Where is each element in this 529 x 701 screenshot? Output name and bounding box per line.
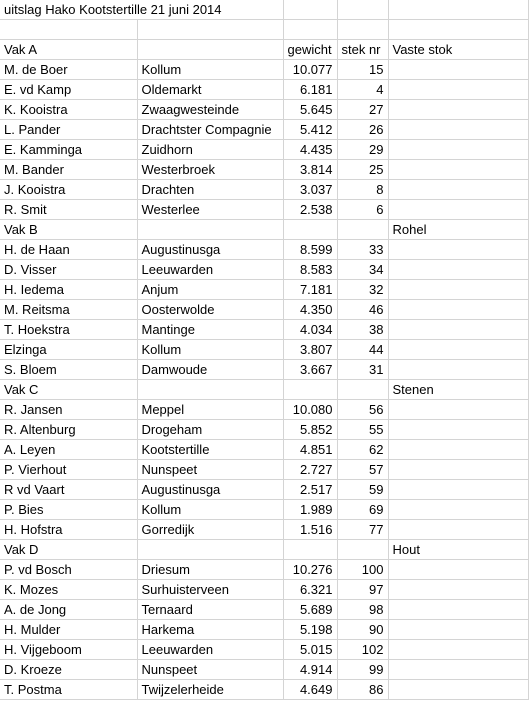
table-row	[0, 100, 528, 120]
weight-value[interactable]: 2.727	[283, 460, 337, 480]
angler-name[interactable]: K. Mozes	[0, 580, 137, 600]
cell-empty[interactable]	[388, 560, 528, 580]
cell-empty[interactable]	[137, 40, 283, 60]
weight-value[interactable]: 3.807	[283, 340, 337, 360]
cell-empty[interactable]	[388, 140, 528, 160]
fixed-stake-value[interactable]: Stenen	[388, 380, 528, 400]
table-row	[0, 240, 528, 260]
stake-number[interactable]: 57	[337, 460, 388, 480]
table-row	[0, 160, 528, 180]
table-row	[0, 280, 528, 300]
weight-value[interactable]: 2.517	[283, 480, 337, 500]
stake-number[interactable]: 86	[337, 680, 388, 700]
table-row	[0, 340, 528, 360]
weight-value[interactable]: 1.989	[283, 500, 337, 520]
angler-name[interactable]: M. Reitsma	[0, 300, 137, 320]
sheet-title[interactable]: uitslag Hako Kootstertille 21 juni 2014	[0, 0, 283, 20]
cell-empty[interactable]	[337, 220, 388, 240]
stake-number[interactable]: 44	[337, 340, 388, 360]
blank-row	[0, 20, 528, 40]
stake-number[interactable]: 77	[337, 520, 388, 540]
weight-header[interactable]: gewicht	[283, 40, 337, 60]
cell-empty[interactable]	[388, 600, 528, 620]
weight-value[interactable]: 5.015	[283, 640, 337, 660]
cell-empty[interactable]	[388, 280, 528, 300]
angler-name[interactable]: H. Hofstra	[0, 520, 137, 540]
cell-empty[interactable]	[388, 20, 528, 40]
angler-name[interactable]: A. de Jong	[0, 600, 137, 620]
angler-place[interactable]: Kollum	[137, 500, 283, 520]
stake-number[interactable]: 26	[337, 120, 388, 140]
angler-name[interactable]: R. Smit	[0, 200, 137, 220]
cell-empty[interactable]	[337, 0, 388, 20]
cell-empty[interactable]	[388, 180, 528, 200]
table-row	[0, 200, 528, 220]
weight-value[interactable]: 4.350	[283, 300, 337, 320]
angler-place[interactable]: Zwaagwesteinde	[137, 100, 283, 120]
stake-number[interactable]: 97	[337, 580, 388, 600]
angler-place[interactable]: Drogeham	[137, 420, 283, 440]
cell-empty[interactable]	[388, 60, 528, 80]
stake-number[interactable]: 102	[337, 640, 388, 660]
weight-value[interactable]: 4.914	[283, 660, 337, 680]
angler-name[interactable]: S. Bloem	[0, 360, 137, 380]
angler-name[interactable]: H. de Haan	[0, 240, 137, 260]
stake-number[interactable]: 69	[337, 500, 388, 520]
table-row	[0, 560, 528, 580]
section-label[interactable]: Vak A	[0, 40, 137, 60]
angler-name[interactable]: T. Hoekstra	[0, 320, 137, 340]
weight-value[interactable]: 5.852	[283, 420, 337, 440]
stake-number[interactable]: 8	[337, 180, 388, 200]
cell-empty[interactable]	[388, 0, 528, 20]
angler-place[interactable]: Gorredijk	[137, 520, 283, 540]
angler-place[interactable]: Westerlee	[137, 200, 283, 220]
weight-value[interactable]: 2.538	[283, 200, 337, 220]
angler-place[interactable]: Anjum	[137, 280, 283, 300]
stake-number[interactable]: 98	[337, 600, 388, 620]
angler-place[interactable]: Kollum	[137, 60, 283, 80]
angler-place[interactable]: Drachten	[137, 180, 283, 200]
cell-empty[interactable]	[388, 260, 528, 280]
stake-number[interactable]: 59	[337, 480, 388, 500]
cell-empty[interactable]	[283, 540, 337, 560]
fixed-stake-value[interactable]: Hout	[388, 540, 528, 560]
angler-name[interactable]: P. vd Bosch	[0, 560, 137, 580]
cell-empty[interactable]	[337, 20, 388, 40]
cell-empty[interactable]	[388, 580, 528, 600]
angler-name[interactable]: L. Pander	[0, 120, 137, 140]
angler-name[interactable]: P. Vierhout	[0, 460, 137, 480]
stake-number[interactable]: 27	[337, 100, 388, 120]
table-row	[0, 320, 528, 340]
table-row	[0, 420, 528, 440]
angler-name[interactable]: D. Visser	[0, 260, 137, 280]
table-row	[0, 400, 528, 420]
weight-value[interactable]: 4.034	[283, 320, 337, 340]
angler-place[interactable]: Kootstertille	[137, 440, 283, 460]
cell-empty[interactable]	[388, 360, 528, 380]
angler-place[interactable]: Oldemarkt	[137, 80, 283, 100]
table-row	[0, 80, 528, 100]
angler-name[interactable]: H. Mulder	[0, 620, 137, 640]
cell-empty[interactable]	[388, 120, 528, 140]
stake-number[interactable]: 90	[337, 620, 388, 640]
angler-place[interactable]: Leeuwarden	[137, 640, 283, 660]
weight-value[interactable]: 4.435	[283, 140, 337, 160]
angler-place[interactable]: Surhuisterveen	[137, 580, 283, 600]
cell-empty[interactable]	[337, 540, 388, 560]
stake-number[interactable]: 33	[337, 240, 388, 260]
weight-value[interactable]: 10.276	[283, 560, 337, 580]
cell-empty[interactable]	[283, 0, 337, 20]
cell-empty[interactable]	[388, 240, 528, 260]
angler-place[interactable]: Kollum	[137, 340, 283, 360]
cell-empty[interactable]	[388, 300, 528, 320]
section-label[interactable]: Vak B	[0, 220, 137, 240]
weight-value[interactable]: 6.181	[283, 80, 337, 100]
angler-place[interactable]: Nunspeet	[137, 460, 283, 480]
weight-value[interactable]: 7.181	[283, 280, 337, 300]
table-row	[0, 660, 528, 680]
cell-empty[interactable]	[337, 380, 388, 400]
table-row	[0, 360, 528, 380]
angler-place[interactable]: Leeuwarden	[137, 260, 283, 280]
stake-number[interactable]: 38	[337, 320, 388, 340]
angler-name[interactable]: H. Vijgeboom	[0, 640, 137, 660]
angler-name[interactable]: E. vd Kamp	[0, 80, 137, 100]
angler-name[interactable]: H. Iedema	[0, 280, 137, 300]
cell-empty[interactable]	[388, 520, 528, 540]
angler-name[interactable]: E. Kamminga	[0, 140, 137, 160]
cell-empty[interactable]	[388, 420, 528, 440]
weight-value[interactable]: 10.080	[283, 400, 337, 420]
stake-number[interactable]: 31	[337, 360, 388, 380]
cell-empty[interactable]	[388, 640, 528, 660]
weight-value[interactable]: 8.599	[283, 240, 337, 260]
cell-empty[interactable]	[137, 220, 283, 240]
weight-value[interactable]: 6.321	[283, 580, 337, 600]
stake-number[interactable]: 99	[337, 660, 388, 680]
weight-value[interactable]: 8.583	[283, 260, 337, 280]
table-row	[0, 600, 528, 620]
section-header-row	[0, 220, 528, 240]
table-row	[0, 480, 528, 500]
cell-empty[interactable]	[388, 160, 528, 180]
stake-number[interactable]: 46	[337, 300, 388, 320]
table-row	[0, 580, 528, 600]
weight-value[interactable]: 5.198	[283, 620, 337, 640]
title-row	[0, 0, 528, 20]
table-row	[0, 520, 528, 540]
table-row	[0, 180, 528, 200]
angler-place[interactable]: Zuidhorn	[137, 140, 283, 160]
cell-empty[interactable]	[388, 500, 528, 520]
weight-value[interactable]: 4.649	[283, 680, 337, 700]
stake-number[interactable]: 100	[337, 560, 388, 580]
angler-name[interactable]: D. Kroeze	[0, 660, 137, 680]
angler-place[interactable]: Ternaard	[137, 600, 283, 620]
stake-number[interactable]: 4	[337, 80, 388, 100]
stake-number[interactable]: 15	[337, 60, 388, 80]
section-label[interactable]: Vak C	[0, 380, 137, 400]
cell-empty[interactable]	[137, 20, 283, 40]
angler-place[interactable]: Drachtster Compagnie	[137, 120, 283, 140]
table-row	[0, 260, 528, 280]
weight-value[interactable]: 3.814	[283, 160, 337, 180]
angler-name[interactable]: Elzinga	[0, 340, 137, 360]
angler-name[interactable]: K. Kooistra	[0, 100, 137, 120]
cell-empty[interactable]	[137, 380, 283, 400]
fixed-stake-value[interactable]: Rohel	[388, 220, 528, 240]
angler-place[interactable]: Harkema	[137, 620, 283, 640]
table-row	[0, 140, 528, 160]
cell-empty[interactable]	[388, 400, 528, 420]
table-row	[0, 60, 528, 80]
angler-place[interactable]: Meppel	[137, 400, 283, 420]
angler-place[interactable]: Westerbroek	[137, 160, 283, 180]
weight-value[interactable]: 1.516	[283, 520, 337, 540]
table-row	[0, 500, 528, 520]
table-row	[0, 620, 528, 640]
angler-place[interactable]: Oosterwolde	[137, 300, 283, 320]
cell-empty[interactable]	[388, 80, 528, 100]
stake-number[interactable]: 32	[337, 280, 388, 300]
cell-empty[interactable]	[388, 620, 528, 640]
cell-empty[interactable]	[388, 480, 528, 500]
cell-empty[interactable]	[388, 200, 528, 220]
cell-empty[interactable]	[283, 20, 337, 40]
weight-value[interactable]: 4.851	[283, 440, 337, 460]
weight-value[interactable]: 5.412	[283, 120, 337, 140]
table-row	[0, 460, 528, 480]
angler-name[interactable]: J. Kooistra	[0, 180, 137, 200]
angler-place[interactable]: Mantinge	[137, 320, 283, 340]
section-label[interactable]: Vak D	[0, 540, 137, 560]
cell-empty[interactable]	[388, 340, 528, 360]
weight-value[interactable]: 5.689	[283, 600, 337, 620]
fixed-stake-header[interactable]: Vaste stok	[388, 40, 528, 60]
angler-place[interactable]: Nunspeet	[137, 660, 283, 680]
cell-empty[interactable]	[137, 540, 283, 560]
angler-place[interactable]: Augustinusga	[137, 480, 283, 500]
weight-value[interactable]: 10.077	[283, 60, 337, 80]
weight-value[interactable]: 3.667	[283, 360, 337, 380]
angler-name[interactable]: M. de Boer	[0, 60, 137, 80]
weight-value[interactable]: 3.037	[283, 180, 337, 200]
cell-empty[interactable]	[388, 440, 528, 460]
angler-name[interactable]: T. Postma	[0, 680, 137, 700]
angler-place[interactable]: Damwoude	[137, 360, 283, 380]
table-row	[0, 300, 528, 320]
table-row	[0, 680, 528, 700]
section-header-row	[0, 40, 528, 60]
table-row	[0, 440, 528, 460]
cell-empty[interactable]	[388, 660, 528, 680]
stake-number[interactable]: 55	[337, 420, 388, 440]
stake-number[interactable]: 25	[337, 160, 388, 180]
section-header-row	[0, 380, 528, 400]
table-row	[0, 640, 528, 660]
angler-place[interactable]: Augustinusga	[137, 240, 283, 260]
stake-number[interactable]: 6	[337, 200, 388, 220]
table-row	[0, 120, 528, 140]
angler-place[interactable]: Driesum	[137, 560, 283, 580]
stake-header[interactable]: stek nr	[337, 40, 388, 60]
angler-name[interactable]: P. Bies	[0, 500, 137, 520]
stake-number[interactable]: 56	[337, 400, 388, 420]
angler-name[interactable]: M. Bander	[0, 160, 137, 180]
cell-empty[interactable]	[388, 320, 528, 340]
cell-empty[interactable]	[283, 380, 337, 400]
cell-empty[interactable]	[0, 20, 137, 40]
angler-place[interactable]: Twijzelerheide	[137, 680, 283, 700]
stake-number[interactable]: 62	[337, 440, 388, 460]
angler-name[interactable]: R vd Vaart	[0, 480, 137, 500]
cell-empty[interactable]	[388, 680, 528, 700]
angler-name[interactable]: A. Leyen	[0, 440, 137, 460]
angler-name[interactable]: R. Altenburg	[0, 420, 137, 440]
weight-value[interactable]: 5.645	[283, 100, 337, 120]
angler-name[interactable]: R. Jansen	[0, 400, 137, 420]
cell-empty[interactable]	[388, 100, 528, 120]
cell-empty[interactable]	[283, 220, 337, 240]
cell-empty[interactable]	[388, 460, 528, 480]
stake-number[interactable]: 29	[337, 140, 388, 160]
section-header-row	[0, 540, 528, 560]
stake-number[interactable]: 34	[337, 260, 388, 280]
